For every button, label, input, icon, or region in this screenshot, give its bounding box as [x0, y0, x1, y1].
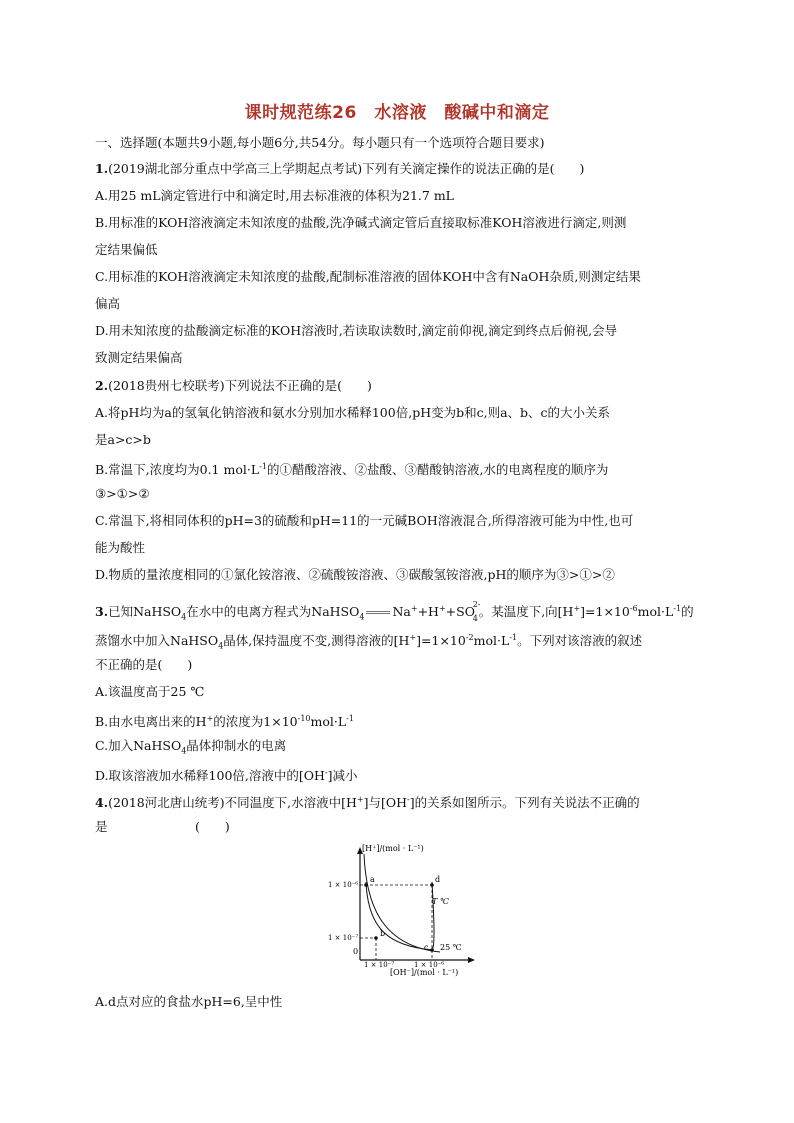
question-number: 3. — [95, 604, 109, 620]
q1-option-c: C.用标准的KOH溶液滴定未知浓度的盐酸,配制标准溶液的固体KOH中含有NaOH杂质,则测定结果 — [95, 269, 641, 284]
x-tick-high: 1 × 10⁻⁶ — [414, 961, 445, 969]
section-heading: 一、选择题(本题共9小题,每小题6分,共54分。每小题只有一个选项符合题目要求) — [95, 135, 545, 150]
q1-option-d-cont: 致测定结果偏高 — [95, 350, 183, 365]
q2-option-c: C.常温下,将相同体积的pH=3的硫酸和pH=11的一元碱BOH溶液混合,所得溶液可能为中性,也可 — [95, 513, 634, 528]
origin-label: 0 — [353, 947, 359, 956]
question-text: (2018贵州七校联考)下列说法不正确的是( ) — [108, 378, 372, 393]
question-1-stem — [95, 160, 584, 178]
x-axis-label: [OH⁻]/(mol · L⁻¹) — [390, 968, 459, 977]
q2-option-c-cont: 能为酸性 — [95, 540, 146, 555]
q2-option-d: D.物质的量浓度相同的①氯化铵溶液、②硫酸铵溶液、③碳酸氢铵溶液,pH的顺序为③>①>② — [95, 567, 615, 582]
point-d-marker — [430, 883, 434, 887]
q1-option-b: B.用标准的KOH溶液滴定未知浓度的盐酸,洗净碱式滴定管后直接取标准KOH溶液进行滴定,则测 — [95, 215, 627, 230]
q2-option-b: B.常温下,浓度均为0.1 $mol\cdot L^{-1}$的①醋酸溶液、②盐酸、③醋酸钠溶液,水的电离程度的顺序为 — [95, 462, 609, 478]
question-number: 2. — [95, 378, 109, 393]
point-b-label: b — [380, 929, 386, 938]
q1-option-d: D.用未知浓度的盐酸滴定标准的KOH溶液时,若读取读数时,滴定前仰视,滴定到终点后俯视,会导 — [95, 323, 618, 338]
question-number: 4. — [95, 795, 109, 811]
q1-option-a: A.用25 mL滴定管进行中和滴定时,用去标准液的体积为21.7 mL — [95, 188, 454, 203]
page-title: 课时规范练26 水溶液 酸碱中和滴定 — [244, 103, 550, 123]
point-c-label: c — [424, 943, 429, 952]
point-a-label: a — [370, 875, 375, 884]
q2-option-a: A.将pH均为a的氢氧化钠溶液和氨水分别加水稀释100倍,pH变为b和c,则a、b、c的大小关系 — [95, 405, 611, 420]
curve-25c-label: 25 ℃ — [440, 943, 462, 952]
point-b-marker — [374, 936, 378, 940]
question-text: (2019湖北部分重点中学高三上学期起点考试)下列有关滴定操作的说法正确的是( ) — [108, 161, 585, 176]
point-a-marker — [364, 883, 368, 887]
x-tick-low: 1 × 10⁻⁷ — [364, 961, 395, 969]
question-4-stem-cont: 是 ( ) — [95, 819, 230, 834]
y-tick-low: 1 × 10⁻⁷ — [328, 934, 359, 942]
x-axis-arrow-icon — [468, 957, 475, 963]
point-d-label: d — [435, 875, 441, 884]
q2-option-a-cont: 是a>c>b — [95, 432, 151, 447]
question-3-stem-end: 不正确的是( ) — [95, 657, 193, 672]
q3-option-d: D.取该溶液加水稀释100倍,溶液中的[OH-]减小 — [95, 768, 358, 784]
y-axis-label: [H⁺]/(mol · L⁻¹) — [362, 844, 424, 853]
question-3-stem-cont: 蒸馏水中加入NaHSO$_4$晶体,保持温度不变,测得溶液的$[H^+]=1\times 10^{-2}mol\cdot L^{-1}$。下列对该溶液的叙述 — [95, 633, 643, 651]
equilibrium-arrow-icon — [366, 611, 390, 614]
point-c-marker — [430, 948, 434, 952]
curve-t-label: T ℃ — [432, 897, 449, 906]
q3-option-c: C.加入NaHSO$_4$晶体抑制水的电离 — [95, 738, 287, 756]
q3-option-a: A.该温度高于25 ℃ — [95, 684, 205, 699]
q4-option-a: A.d点对应的食盐水pH=6,呈中性 — [95, 994, 283, 1009]
y-tick-high: 1 × 10⁻⁶ — [328, 881, 359, 889]
question-number: 1. — [95, 161, 109, 176]
water-ion-product-figure — [320, 842, 480, 977]
q1-option-b-cont: 定结果偏低 — [95, 242, 158, 257]
q3-option-b: B.由水电离出来的H+的浓度为$1\times 10^{-10}mol\cdot L^{-1}$ — [95, 714, 354, 730]
q2-option-b-cont: ③>①>② — [95, 486, 150, 501]
figure-svg — [320, 842, 480, 977]
question-4-stem: 4.(2018河北唐山统考)不同温度下,水溶液中[H+]与[OH-]的关系如图所示。下列有关说法不正确的 — [95, 795, 640, 811]
question-2-stem — [95, 377, 372, 395]
question-3-stem: 3.已知NaHSO$_4$在水中的电离方程式为NaHSO$_4$ Na++H++SO 2- 4 。某温度下,向$[H^+]=1\times 10^{-6}mol\cdot L^{-1}$的 — [95, 600, 694, 624]
q1-option-c-cont: 偏高 — [95, 296, 121, 311]
